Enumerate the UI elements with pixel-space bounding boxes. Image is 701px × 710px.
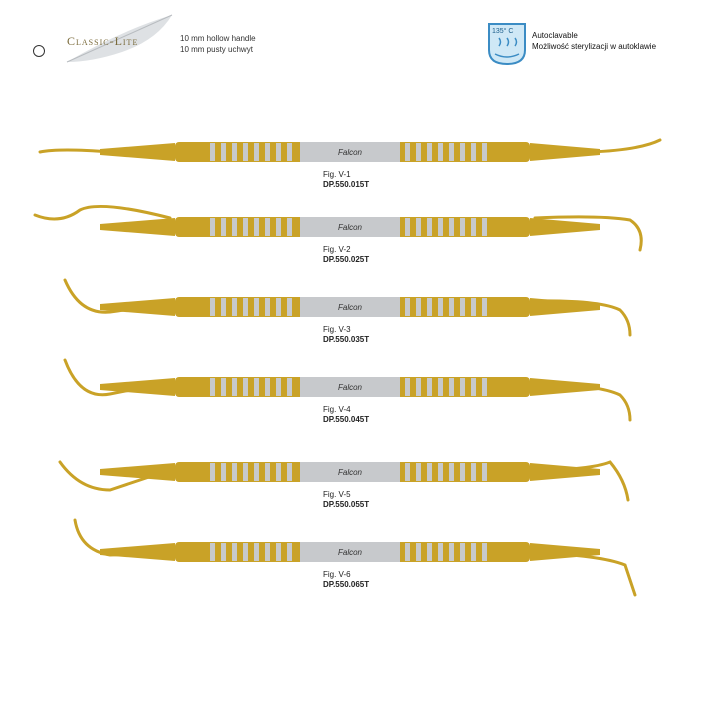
product-code: DP.550.035T	[323, 335, 370, 344]
handle-ring	[460, 543, 465, 561]
autoclave-info-en: Autoclavable	[532, 31, 578, 40]
handle-ring	[427, 543, 432, 561]
figure-number: Fig. V-6	[323, 570, 351, 579]
autoclave-info-pl: Możliwość sterylizacji w autoklawie	[532, 42, 657, 51]
falcon-logo: Falcon	[337, 303, 363, 312]
handle-ring	[405, 543, 410, 561]
handle-ring	[254, 543, 259, 561]
product-code: DP.550.045T	[323, 415, 370, 424]
falcon-logo: Falcon	[337, 383, 363, 392]
figure-number: Fig. V-4	[323, 405, 351, 414]
shaft-left	[100, 543, 175, 561]
autoclave-temp: 135° C	[492, 28, 514, 35]
handle-ring	[276, 543, 281, 561]
instrument-label	[323, 570, 369, 590]
handle-ring	[221, 543, 226, 561]
handle-ring	[416, 543, 421, 561]
product-code: DP.550.015T	[323, 180, 370, 189]
figure-number: Fig. V-2	[323, 245, 351, 254]
tip-right	[535, 553, 635, 595]
handle-info-en: 10 mm hollow handle	[180, 34, 256, 43]
falcon-logo: Falcon	[337, 223, 363, 232]
handle-ring	[471, 543, 476, 561]
figure-number: Fig. V-5	[323, 490, 351, 499]
product-code: DP.550.065T	[323, 580, 370, 589]
falcon-logo: Falcon	[337, 468, 363, 477]
handle-info-pl: 10 mm pusty uchwyt	[180, 45, 253, 54]
handle-ring	[449, 543, 454, 561]
figure-number: Fig. V-1	[323, 170, 351, 179]
falcon-logo: Falcon	[337, 148, 363, 157]
product-code: DP.550.055T	[323, 500, 370, 509]
handle-ring	[482, 543, 487, 561]
falcon-logo: Falcon	[337, 548, 363, 557]
product-code: DP.550.025T	[323, 255, 370, 264]
brand-name: Classic-Lite	[67, 34, 139, 48]
handle-ring	[438, 543, 443, 561]
figure-number: Fig. V-3	[323, 325, 351, 334]
handle-ring	[232, 543, 237, 561]
handle-ring	[287, 543, 292, 561]
handle-ring	[265, 543, 270, 561]
handle-ring	[243, 543, 248, 561]
handle-ring	[210, 543, 215, 561]
